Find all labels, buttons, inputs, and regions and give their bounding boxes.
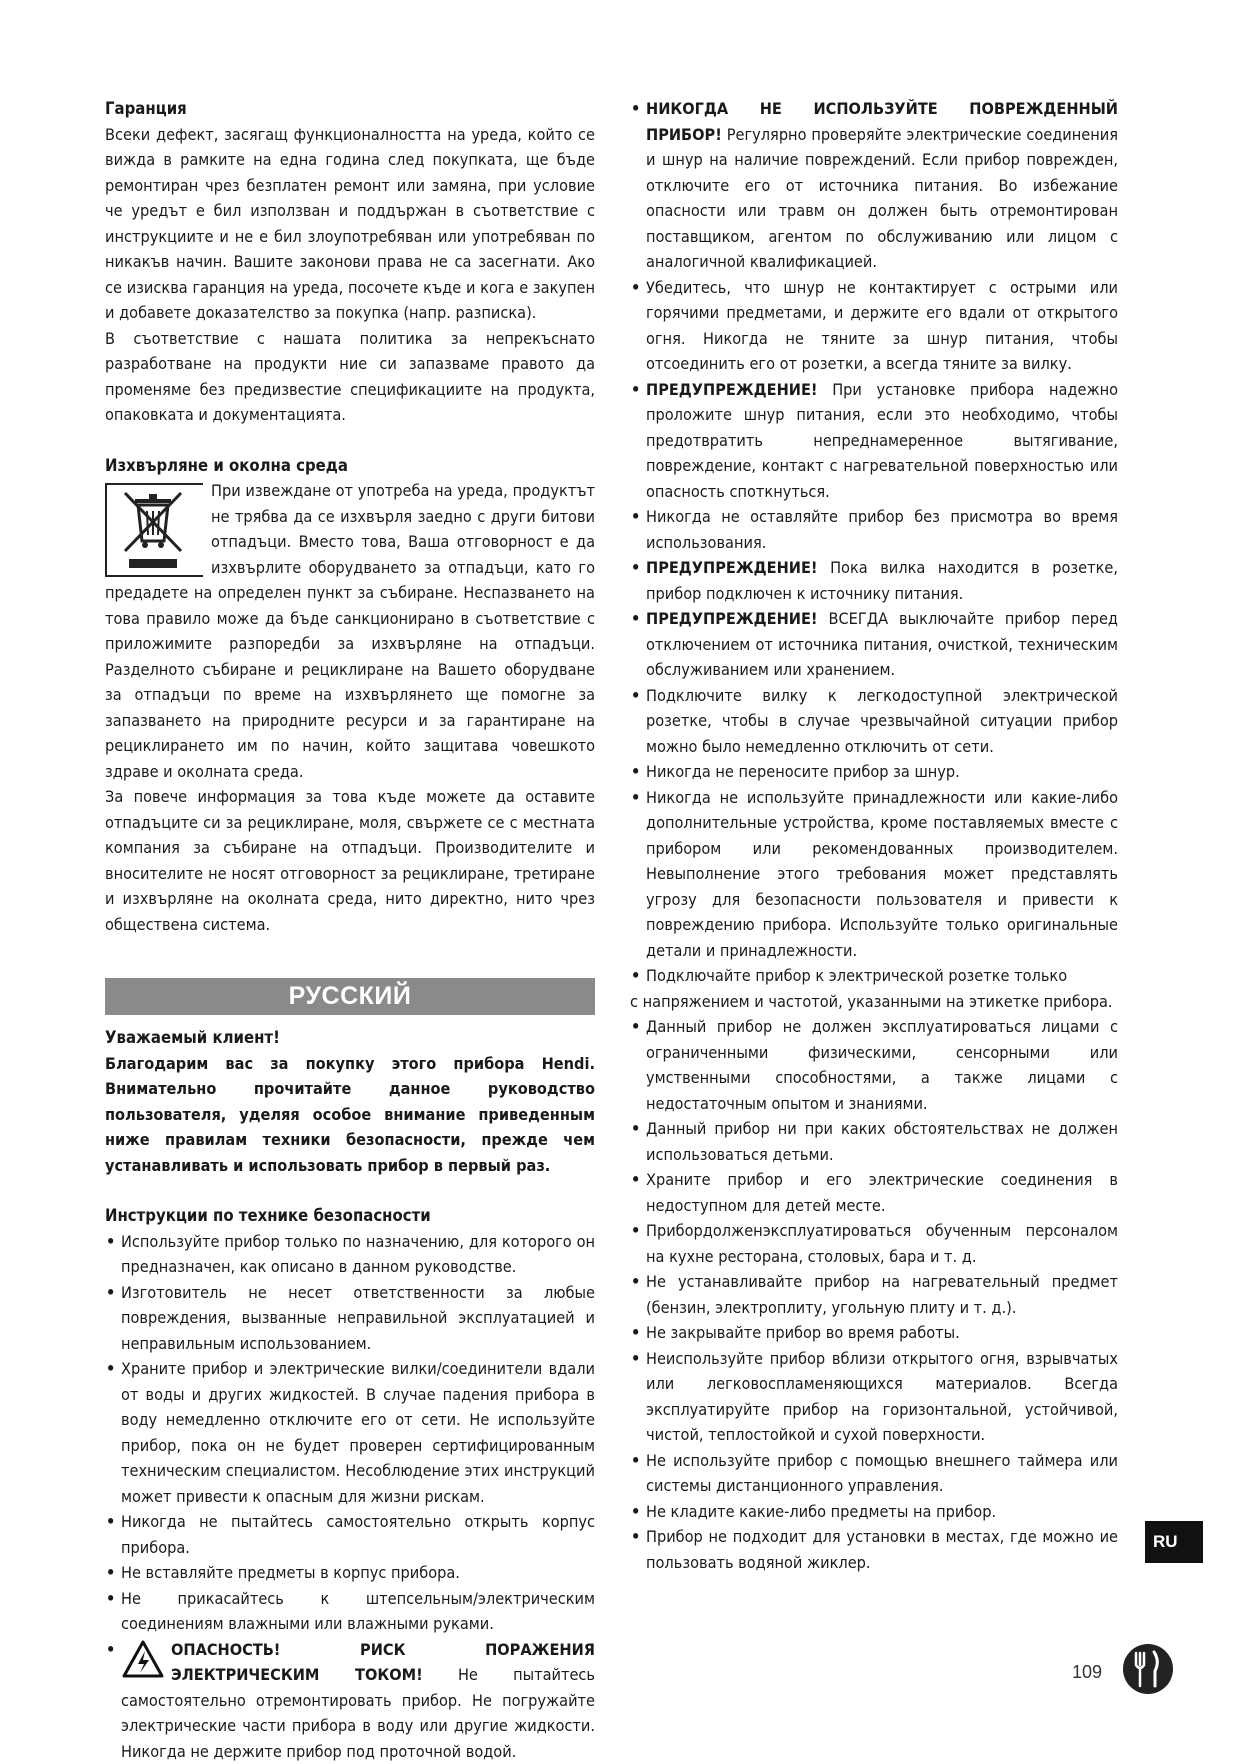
list-item: • Данный прибор не должен эксплуатироваться лицами с ограниченными физическими, сенсорными или умственными способностями, а также лицами с недостаточным опытом и знаниями. [630,1014,1118,1116]
list-item: • Подключите вилку к легкодоступной электрической розетке, чтобы в случае чрезвычайной ситуации прибор можно было немедленно отключить от сети. [630,683,1118,760]
safety-heading: Инструкции по технике безопасности [105,1203,595,1229]
list-item: • Никогда не используйте принадлежности или какие-либо дополнительные устройства, кроме поставляемых вместе с прибором или рекомендованных производителем. Невыполнение этого требования может представлять угрозу для безопасности пользователя и привести к повреждению прибора. Используйте только оригинальные детали и принадлежности. [630,785,1118,964]
cutlery-logo-icon [1122,1643,1174,1695]
danger-label: ОПАСНОСТЬ! РИСК ПОРАЖЕНИЯ ЭЛЕКТРИЧЕСКИМ ТОКОМ! [171,1640,595,1685]
list-item: • Никогда не переносите прибор за шнур. [630,759,1118,785]
damaged-text: Регулярно проверяйте электрические соединения и шнур на наличие повреждений. Если прибор поврежден, отключите его от источника питания. Во избежание опасности или травм он должен быть отремонтирован поставщиком, агентом по обслуживанию или лицом с аналогичной квалификацией. [646,125,1118,272]
list-item: • Не закрывайте прибор во время работы. [630,1320,1118,1346]
list-item: • Никогда не пытайтесь самостоятельно открыть корпус прибора. [105,1509,595,1560]
warning-label: ПРЕДУПРЕЖДЕНИЕ! [646,380,818,399]
list-item: • Используйте прибор только по назначению, для которого он предназначен, как описано в данном руководстве. [105,1229,595,1280]
list-item: • Не используйте прибор с помощью внешнего таймера или системы дистанционного управления. [630,1448,1118,1499]
warning-text: Пока вилка находится в розетке, прибор подключен к источнику питания. [646,558,1118,603]
electric-hazard-icon [121,1639,165,1679]
danger-item [105,1637,595,1764]
disposal-paragraph-2: За повече информация за това къде можете да оставите отпадъците си за рециклиране, моля, свържете се с местната компания за събиране на отпадъци. Производителите и вносителите не носят отговорност за рециклиране, третиране и изхвърляне на околната среда, нито директно, нито чрез обществена система. [105,784,595,937]
disposal-heading: Изхвърляне и околна среда [105,453,595,479]
intro-text: Благодарим вас за покупку этого прибора Hendi. Внимательно прочитайте данное руководство пользователя, уделяя особое внимание приведенным ниже правилам техники безопасности, прежде чем устанавливать и использовать прибор в первый раз. [105,1051,595,1179]
list-item: • Не вставляйте предметы в корпус прибора. [105,1560,595,1586]
left-column [105,96,595,1764]
guarantee-paragraph-2: В съответствие с нашата политика за непрекъснато разработване на продукти ние си запазваме правото да променяме без предизвестие спецификациите на продукта, опаковката и документацията. [105,326,595,428]
disposal-paragraph-1: При извеждане от употреба на уреда, продуктът не трябва да се изхвърля заедно с други битови отпадъци. Вместо това, Ваша отговорност е да изхвърлите оборудването за отпадъци, като го предадете на определен пункт за събиране. Неспазването на това правило може да бъде санкционирано в съответствие с приложимите разпоредби за изхвърляне на отпадъци. Разделното събиране и рециклиране на Вашето оборудване за отпадъци по време на изхвърлянето ще помогне за запазването на природните ресурси и за гарантиране на рециклирането им по начин, който защитава човешкото здраве и околната среда. [105,478,595,784]
list-item: • Никогда не оставляйте прибор без присмотра во время использования. [630,504,1118,555]
list-item-continuation: с напряжением и частотой, указанными на этикетке прибора. [630,989,1118,1015]
warning-text: При установке прибора надежно проложите шнур питания, если это необходимо, чтобы предотвратить непреднамеренное вытягивание, повреждение, контакт с нагревательной поверхностью или опасность споткнуться. [646,380,1118,501]
disposal-section [105,478,595,937]
warning-item-3 [630,606,1118,683]
list-item: • Данный прибор ни при каких обстоятельствах не должен использоваться детьми. [630,1116,1118,1167]
list-item: • Прибордолженэксплуатироваться обученным персоналом на кухне ресторана, столовых, бара и т. д. [630,1218,1118,1269]
damaged-label: НИКОГДА НЕ ИСПОЛЬЗУЙТЕ ПОВРЕЖДЕННЫЙ ПРИБОР! [646,99,1118,144]
greeting: Уважаемый клиент! [105,1025,595,1051]
guarantee-paragraph-1: Всеки дефект, засягащ функционалността на уреда, който се вижда в рамките на една година след покупката, ще бъде ремонтиран чрез безплатен ремонт или замяна, при условие че уредът е бил използван и поддържан в съответствие с инструкциите и не е бил злоупотребяван или употребяван по никакъв начин. Вашите законови права не са засегнати. Ако се изисква гаранция на уреда, посочете къде и кога е закупен и добавете доказателство за покупка (напр. разписка). [105,122,595,326]
danger-text: Не пытайтесь самостоятельно отремонтировать прибор. Не погружайте электрические части прибора в воду или другие жидкости. Никогда не держите прибор под проточной водой. [121,1665,595,1761]
list-item: • Не прикасайтесь к штепсельным/электрическим соединениям влажными или влажными руками. [105,1586,595,1637]
language-tab: RU [1145,1521,1203,1563]
warning-text: ВСЕГДА выключайте прибор перед отключением от источника питания, очисткой, техническим обслуживанием или хранением. [646,609,1118,679]
right-column [630,96,1118,1575]
page-number: 109 [1072,1662,1102,1683]
safety-list-left [105,1229,595,1764]
list-item: • Изготовитель не несет ответственности за любые повреждения, вызванные неправильной эксплуатацией и неправильным использованием. [105,1280,595,1357]
list-item: • Храните прибор и электрические вилки/соединители вдали от воды и других жидкостей. В случае падения прибора в воду немедленно отключите его от сети. Не используйте прибор, пока он не будет проверен сертифицированным техническим специалистом. Несоблюдение этих инструкций может привести к опасным для жизни рискам. [105,1356,595,1509]
guarantee-heading: Гаранция [105,96,595,122]
warning-item-2 [630,555,1118,606]
warning-label: ПРЕДУПРЕЖДЕНИЕ! [646,558,818,577]
list-item: • Не кладите какие-либо предметы на прибор. [630,1499,1118,1525]
list-item: • Неиспользуйте прибор вблизи открытого огня, взрывчатых или легковоспламеняющихся материалов. Всегда эксплуатируйте прибор на горизонтальной, устойчивой, чистой, теплостойкой и сухой поверхности. [630,1346,1118,1448]
list-item: • Храните прибор и его электрические соединения в недоступном для детей месте. [630,1167,1118,1218]
list-item: • Убедитесь, что шнур не контактирует с острыми или горячими предметами, и держите его вдали от открытого огня. Никогда не тяните за шнур питания, чтобы отсоединить его от розетки, а всегда тяните за вилку. [630,275,1118,377]
warning-label: ПРЕДУПРЕЖДЕНИЕ! [646,609,818,628]
safety-list-right [630,96,1118,1575]
list-item: • Подключайте прибор к электрической розетке только [630,963,1118,989]
warning-item-1 [630,377,1118,505]
damaged-item [630,96,1118,275]
weee-bin-icon [105,483,203,577]
language-section-bar: РУССКИЙ [105,978,595,1015]
list-item: • Прибор не подходит для установки в местах, где можно ие пользовать водяной жиклер. [630,1524,1118,1575]
list-item: • Не устанавливайте прибор на нагревательный предмет (бензин, электроплиту, угольную плиту и т. д.). [630,1269,1118,1320]
